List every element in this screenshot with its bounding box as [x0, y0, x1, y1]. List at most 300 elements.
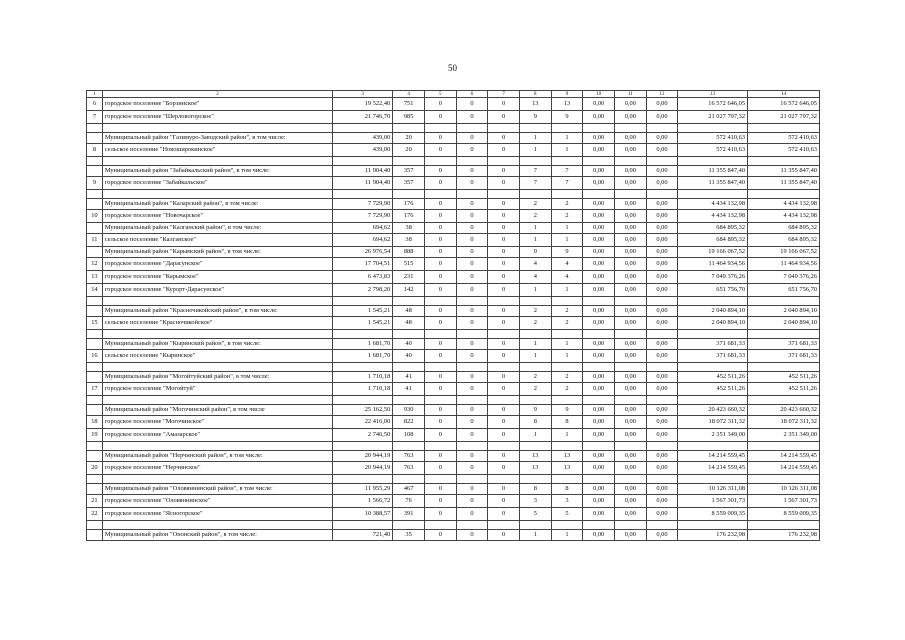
- settlement-row: [87, 429, 820, 442]
- spacer-row: [87, 363, 820, 372]
- district-row: [87, 306, 820, 317]
- table-cell: городское поселение "Оловяннинское": [102, 495, 332, 508]
- table-cell: городское поселение "Ясногорское": [102, 508, 332, 521]
- spacer-cell: [424, 396, 456, 405]
- spacer-cell: [333, 190, 393, 199]
- table-cell: 0: [424, 177, 456, 190]
- table-cell: 0: [456, 429, 488, 442]
- table-cell: 26 976,54: [333, 247, 393, 258]
- table-cell: 20: [393, 144, 425, 157]
- table-cell: Муниципальный район "Могойтуйский район", в том числе:: [102, 372, 332, 383]
- spacer-cell: [488, 475, 520, 484]
- table-cell: 20 944,19: [333, 462, 393, 475]
- table-cell: 0,00: [646, 284, 678, 297]
- spacer-cell: [748, 330, 820, 339]
- table-cell: 0,00: [646, 234, 678, 247]
- spacer-cell: [333, 124, 393, 133]
- table-cell: 142: [393, 284, 425, 297]
- spacer-cell: [748, 363, 820, 372]
- spacer-cell: [488, 190, 520, 199]
- spacer-cell: [646, 297, 678, 306]
- spacer-cell: [393, 330, 425, 339]
- table-cell: 0,00: [583, 98, 615, 111]
- spacer-cell: [102, 157, 332, 166]
- table-cell: 0: [456, 144, 488, 157]
- settlement-row: [87, 234, 820, 247]
- spacer-cell: [393, 297, 425, 306]
- table-cell: 0,00: [583, 350, 615, 363]
- table-cell: 721,40: [333, 530, 393, 541]
- table-cell: 684 895,32: [678, 234, 748, 247]
- table-cell: 9: [519, 405, 551, 416]
- spacer-cell: [488, 521, 520, 530]
- table-cell: 0,00: [583, 258, 615, 271]
- spacer-cell: [87, 297, 103, 306]
- table-cell: 35: [393, 530, 425, 541]
- spacer-cell: [646, 475, 678, 484]
- spacer-cell: [646, 330, 678, 339]
- spacer-cell: [748, 442, 820, 451]
- table-cell: 452 511,26: [678, 383, 748, 396]
- table-cell: [87, 133, 103, 144]
- table-cell: 38: [393, 223, 425, 234]
- table-cell: 4 434 132,98: [748, 199, 820, 210]
- table-cell: 0: [424, 284, 456, 297]
- table-cell: 0: [424, 111, 456, 124]
- table-cell: 0: [488, 271, 520, 284]
- spacer-cell: [393, 190, 425, 199]
- spacer-cell: [456, 363, 488, 372]
- spacer-cell: [424, 521, 456, 530]
- table-cell: 0,00: [646, 223, 678, 234]
- table-cell: 0: [488, 199, 520, 210]
- table-cell: 2 746,50: [333, 429, 393, 442]
- spacer-cell: [488, 157, 520, 166]
- table-cell: 0: [424, 462, 456, 475]
- table-cell: 1 710,18: [333, 383, 393, 396]
- table-cell: 439,00: [333, 133, 393, 144]
- spacer-cell: [393, 475, 425, 484]
- table-cell: 18 072 311,32: [748, 416, 820, 429]
- table-cell: городское поселение "Нерчинское": [102, 462, 332, 475]
- table-cell: 1 681,70: [333, 350, 393, 363]
- table-cell: 0: [424, 429, 456, 442]
- table-cell: 0,00: [646, 383, 678, 396]
- table-cell: 11: [87, 234, 103, 247]
- table-cell: 0: [424, 339, 456, 350]
- spacer-cell: [456, 475, 488, 484]
- spacer-cell: [333, 330, 393, 339]
- table-cell: 651 756,70: [748, 284, 820, 297]
- spacer-cell: [333, 363, 393, 372]
- spacer-cell: [102, 396, 332, 405]
- table-cell: 0,00: [583, 530, 615, 541]
- table-cell: 0,00: [583, 234, 615, 247]
- column-number-row: [87, 91, 820, 98]
- table-cell: 0,00: [614, 317, 646, 330]
- table-cell: 0: [456, 306, 488, 317]
- district-row: [87, 247, 820, 258]
- table-cell: 452 511,26: [748, 383, 820, 396]
- district-row: [87, 372, 820, 383]
- table-cell: 19 166 067,52: [678, 247, 748, 258]
- table-cell: 2: [519, 306, 551, 317]
- table-cell: 20 423 660,32: [748, 405, 820, 416]
- column-number: 8: [519, 91, 551, 98]
- table-cell: 0: [488, 166, 520, 177]
- table-cell: 0: [488, 144, 520, 157]
- table-cell: [87, 223, 103, 234]
- spacer-cell: [646, 157, 678, 166]
- table-cell: 0,00: [583, 210, 615, 223]
- table-cell: [87, 530, 103, 541]
- table-cell: [87, 372, 103, 383]
- table-cell: 0,00: [614, 416, 646, 429]
- settlement-row: [87, 495, 820, 508]
- table-cell: Муниципальный район "Красночикойский район", в том числе:: [102, 306, 332, 317]
- spacer-cell: [583, 157, 615, 166]
- spacer-row: [87, 157, 820, 166]
- table-cell: 4 434 132,98: [748, 210, 820, 223]
- table-cell: 371 681,33: [748, 339, 820, 350]
- table-cell: городское поселение "Новочарское": [102, 210, 332, 223]
- table-cell: 0: [488, 223, 520, 234]
- spacer-cell: [678, 363, 748, 372]
- table-cell: городское поселение "Шерловогорское": [102, 111, 332, 124]
- table-cell: 19: [87, 429, 103, 442]
- table-cell: 1: [519, 144, 551, 157]
- table-cell: 0,00: [583, 372, 615, 383]
- table-cell: 0: [424, 199, 456, 210]
- table-cell: 822: [393, 416, 425, 429]
- table-cell: 0: [424, 495, 456, 508]
- table-cell: 0,00: [583, 247, 615, 258]
- table-cell: 12: [87, 258, 103, 271]
- table-cell: 0,00: [583, 462, 615, 475]
- table-cell: 1 545,21: [333, 306, 393, 317]
- table-cell: 14: [87, 284, 103, 297]
- spacer-cell: [583, 124, 615, 133]
- table-cell: 76: [393, 495, 425, 508]
- spacer-cell: [614, 475, 646, 484]
- table-cell: 0,00: [646, 258, 678, 271]
- table-cell: 1: [551, 133, 583, 144]
- settlement-row: [87, 416, 820, 429]
- table-cell: 7 729,90: [333, 210, 393, 223]
- table-cell: 7: [551, 177, 583, 190]
- table-cell: 0,00: [614, 462, 646, 475]
- table-cell: 1: [519, 530, 551, 541]
- table-cell: 357: [393, 177, 425, 190]
- table-cell: 0,00: [614, 271, 646, 284]
- table-cell: 48: [393, 317, 425, 330]
- table-cell: 1: [551, 429, 583, 442]
- spacer-cell: [519, 442, 551, 451]
- table-cell: 13: [551, 98, 583, 111]
- table-cell: 8 559 009,35: [748, 508, 820, 521]
- district-row: [87, 199, 820, 210]
- table-cell: 0,00: [614, 484, 646, 495]
- table-cell: 0,00: [614, 284, 646, 297]
- table-cell: 0,00: [646, 416, 678, 429]
- spacer-cell: [614, 124, 646, 133]
- table-cell: 0: [456, 495, 488, 508]
- spacer-cell: [748, 297, 820, 306]
- table-cell: 13: [87, 271, 103, 284]
- spacer-cell: [456, 297, 488, 306]
- table-cell: 0,00: [646, 177, 678, 190]
- table-cell: 1: [551, 234, 583, 247]
- table-cell: 108: [393, 429, 425, 442]
- table-cell: 0: [424, 306, 456, 317]
- spacer-cell: [333, 157, 393, 166]
- table-cell: 1 710,18: [333, 372, 393, 383]
- table-cell: 694,62: [333, 223, 393, 234]
- spacer-cell: [102, 124, 332, 133]
- table-cell: 0,00: [614, 429, 646, 442]
- table-cell: 0: [456, 372, 488, 383]
- table-cell: 0,00: [614, 223, 646, 234]
- table-cell: 694,62: [333, 234, 393, 247]
- spacer-cell: [748, 396, 820, 405]
- table-cell: городское поселение "Забайкальское": [102, 177, 332, 190]
- table-cell: 11 355 847,40: [748, 166, 820, 177]
- table-cell: 4: [551, 271, 583, 284]
- table-cell: 8: [87, 144, 103, 157]
- table-cell: 19 522,40: [333, 98, 393, 111]
- table-cell: 14 214 559,45: [678, 451, 748, 462]
- table-cell: 16: [87, 350, 103, 363]
- spacer-cell: [551, 363, 583, 372]
- table-cell: 13: [551, 451, 583, 462]
- district-row: [87, 451, 820, 462]
- spacer-cell: [333, 442, 393, 451]
- spacer-cell: [87, 363, 103, 372]
- spacer-cell: [87, 124, 103, 133]
- table-cell: 1: [519, 350, 551, 363]
- table-cell: 2: [519, 383, 551, 396]
- table-cell: 0: [456, 317, 488, 330]
- table-cell: 0: [488, 306, 520, 317]
- table-cell: Муниципальный район "Ононский район", в том числе:: [102, 530, 332, 541]
- table-cell: 1: [519, 429, 551, 442]
- table-cell: 0,00: [583, 133, 615, 144]
- table-cell: городское поселение "Борзинское": [102, 98, 332, 111]
- table-cell: 15: [87, 317, 103, 330]
- table-cell: 20: [393, 133, 425, 144]
- table-cell: 176: [393, 210, 425, 223]
- table-cell: 0,00: [614, 495, 646, 508]
- table-cell: 0,00: [614, 199, 646, 210]
- table-cell: 0: [488, 508, 520, 521]
- table-cell: 22: [87, 508, 103, 521]
- spacer-cell: [583, 330, 615, 339]
- table-cell: 0: [488, 451, 520, 462]
- table-cell: 391: [393, 508, 425, 521]
- table-cell: Муниципальный район "Нерчинский район", в том числе:: [102, 451, 332, 462]
- table-cell: 0: [488, 462, 520, 475]
- spacer-cell: [393, 363, 425, 372]
- spacer-cell: [614, 363, 646, 372]
- spacer-cell: [333, 297, 393, 306]
- table-cell: Муниципальный район "Каларский район", в том числе:: [102, 199, 332, 210]
- column-number: 10: [583, 91, 615, 98]
- table-cell: 684 895,32: [748, 223, 820, 234]
- spacer-cell: [748, 521, 820, 530]
- spacer-cell: [424, 442, 456, 451]
- spacer-cell: [614, 330, 646, 339]
- spacer-cell: [678, 330, 748, 339]
- table-cell: 0: [424, 350, 456, 363]
- spacer-cell: [102, 475, 332, 484]
- table-cell: 9: [551, 247, 583, 258]
- table-cell: 20 423 660,32: [678, 405, 748, 416]
- spacer-cell: [488, 124, 520, 133]
- table-cell: 0,00: [583, 271, 615, 284]
- table-cell: 13: [519, 451, 551, 462]
- spacer-cell: [646, 363, 678, 372]
- settlement-row: [87, 111, 820, 124]
- table-cell: 0,00: [646, 133, 678, 144]
- table-cell: 0,00: [646, 530, 678, 541]
- table-cell: 11 464 934,56: [748, 258, 820, 271]
- table-cell: 930: [393, 405, 425, 416]
- spacer-row: [87, 521, 820, 530]
- spacer-cell: [87, 157, 103, 166]
- table-cell: 0: [488, 177, 520, 190]
- column-number: 1: [87, 91, 103, 98]
- table-cell: 0: [456, 462, 488, 475]
- table-cell: Муниципальный район "Газимуро-Заводский район", в том числе:: [102, 133, 332, 144]
- table-cell: 40: [393, 339, 425, 350]
- table-cell: 572 410,63: [678, 144, 748, 157]
- spacer-cell: [614, 190, 646, 199]
- table-cell: 371 681,33: [678, 350, 748, 363]
- settlement-row: [87, 177, 820, 190]
- spacer-cell: [102, 442, 332, 451]
- spacer-cell: [583, 396, 615, 405]
- table-cell: 684 895,32: [748, 234, 820, 247]
- spacer-cell: [646, 396, 678, 405]
- table-cell: 572 410,63: [748, 133, 820, 144]
- column-number: 12: [646, 91, 678, 98]
- table-cell: 2: [519, 210, 551, 223]
- table-cell: 0: [456, 284, 488, 297]
- district-row: [87, 530, 820, 541]
- settlement-row: [87, 350, 820, 363]
- table-cell: 1: [551, 530, 583, 541]
- table-cell: 21 027 797,32: [678, 111, 748, 124]
- table-cell: 0: [488, 530, 520, 541]
- spacer-cell: [614, 157, 646, 166]
- spacer-cell: [488, 363, 520, 372]
- table-cell: 1: [519, 133, 551, 144]
- table-cell: 0: [424, 508, 456, 521]
- table-cell: городское поселение "Могочинское": [102, 416, 332, 429]
- spacer-cell: [583, 475, 615, 484]
- table-cell: 0: [456, 508, 488, 521]
- table-cell: 0,00: [583, 166, 615, 177]
- table-cell: 2 351 349,00: [678, 429, 748, 442]
- table-cell: сельское поселение "Красночикойское": [102, 317, 332, 330]
- column-number: 3: [333, 91, 393, 98]
- district-row: [87, 405, 820, 416]
- table-cell: 176 232,98: [748, 530, 820, 541]
- table-cell: 7 049 376,26: [748, 271, 820, 284]
- spacer-cell: [583, 297, 615, 306]
- spacer-cell: [456, 190, 488, 199]
- spacer-cell: [456, 330, 488, 339]
- spacer-cell: [87, 442, 103, 451]
- table-cell: 20 944,19: [333, 451, 393, 462]
- settlement-row: [87, 284, 820, 297]
- settlement-row: [87, 210, 820, 223]
- settlement-row: [87, 144, 820, 157]
- table-cell: 2 798,20: [333, 284, 393, 297]
- spacer-cell: [551, 297, 583, 306]
- table-cell: 0: [488, 317, 520, 330]
- spacer-row: [87, 442, 820, 451]
- table-cell: 2 040 894,10: [678, 317, 748, 330]
- table-cell: 0,00: [614, 133, 646, 144]
- table-cell: 21 746,70: [333, 111, 393, 124]
- spacer-cell: [583, 190, 615, 199]
- spacer-cell: [393, 157, 425, 166]
- table-cell: 48: [393, 306, 425, 317]
- table-cell: [87, 247, 103, 258]
- table-cell: 4: [551, 258, 583, 271]
- table-cell: 0,00: [583, 416, 615, 429]
- table-cell: 0,00: [614, 306, 646, 317]
- table-cell: 572 410,63: [748, 144, 820, 157]
- spacer-cell: [583, 442, 615, 451]
- table-cell: 1: [519, 223, 551, 234]
- table-cell: 0: [488, 111, 520, 124]
- table-cell: [87, 484, 103, 495]
- table-cell: 0: [424, 133, 456, 144]
- spacer-cell: [678, 442, 748, 451]
- table-cell: 2: [551, 306, 583, 317]
- table-cell: 371 681,33: [748, 350, 820, 363]
- table-cell: 0,00: [583, 339, 615, 350]
- table-cell: 0: [456, 271, 488, 284]
- table-cell: 0,00: [614, 451, 646, 462]
- table-cell: 4: [519, 258, 551, 271]
- settlement-row: [87, 317, 820, 330]
- table-cell: 14 214 559,45: [748, 462, 820, 475]
- spacer-cell: [102, 363, 332, 372]
- table-cell: 17: [87, 383, 103, 396]
- table-cell: 0,00: [614, 258, 646, 271]
- spacer-cell: [456, 396, 488, 405]
- spacer-cell: [488, 330, 520, 339]
- spacer-cell: [393, 442, 425, 451]
- table-cell: 0,00: [646, 451, 678, 462]
- spacer-cell: [748, 157, 820, 166]
- spacer-cell: [551, 330, 583, 339]
- table-cell: 2 040 894,10: [748, 317, 820, 330]
- spacer-cell: [424, 190, 456, 199]
- spacer-cell: [519, 297, 551, 306]
- table-cell: 439,00: [333, 144, 393, 157]
- spacer-cell: [748, 475, 820, 484]
- table-cell: 0: [456, 223, 488, 234]
- table-cell: Муниципальный район "Забайкальский район", в том числе:: [102, 166, 332, 177]
- column-number: 6: [456, 91, 488, 98]
- table-cell: 0: [424, 98, 456, 111]
- table-cell: 0,00: [646, 166, 678, 177]
- spacer-cell: [583, 521, 615, 530]
